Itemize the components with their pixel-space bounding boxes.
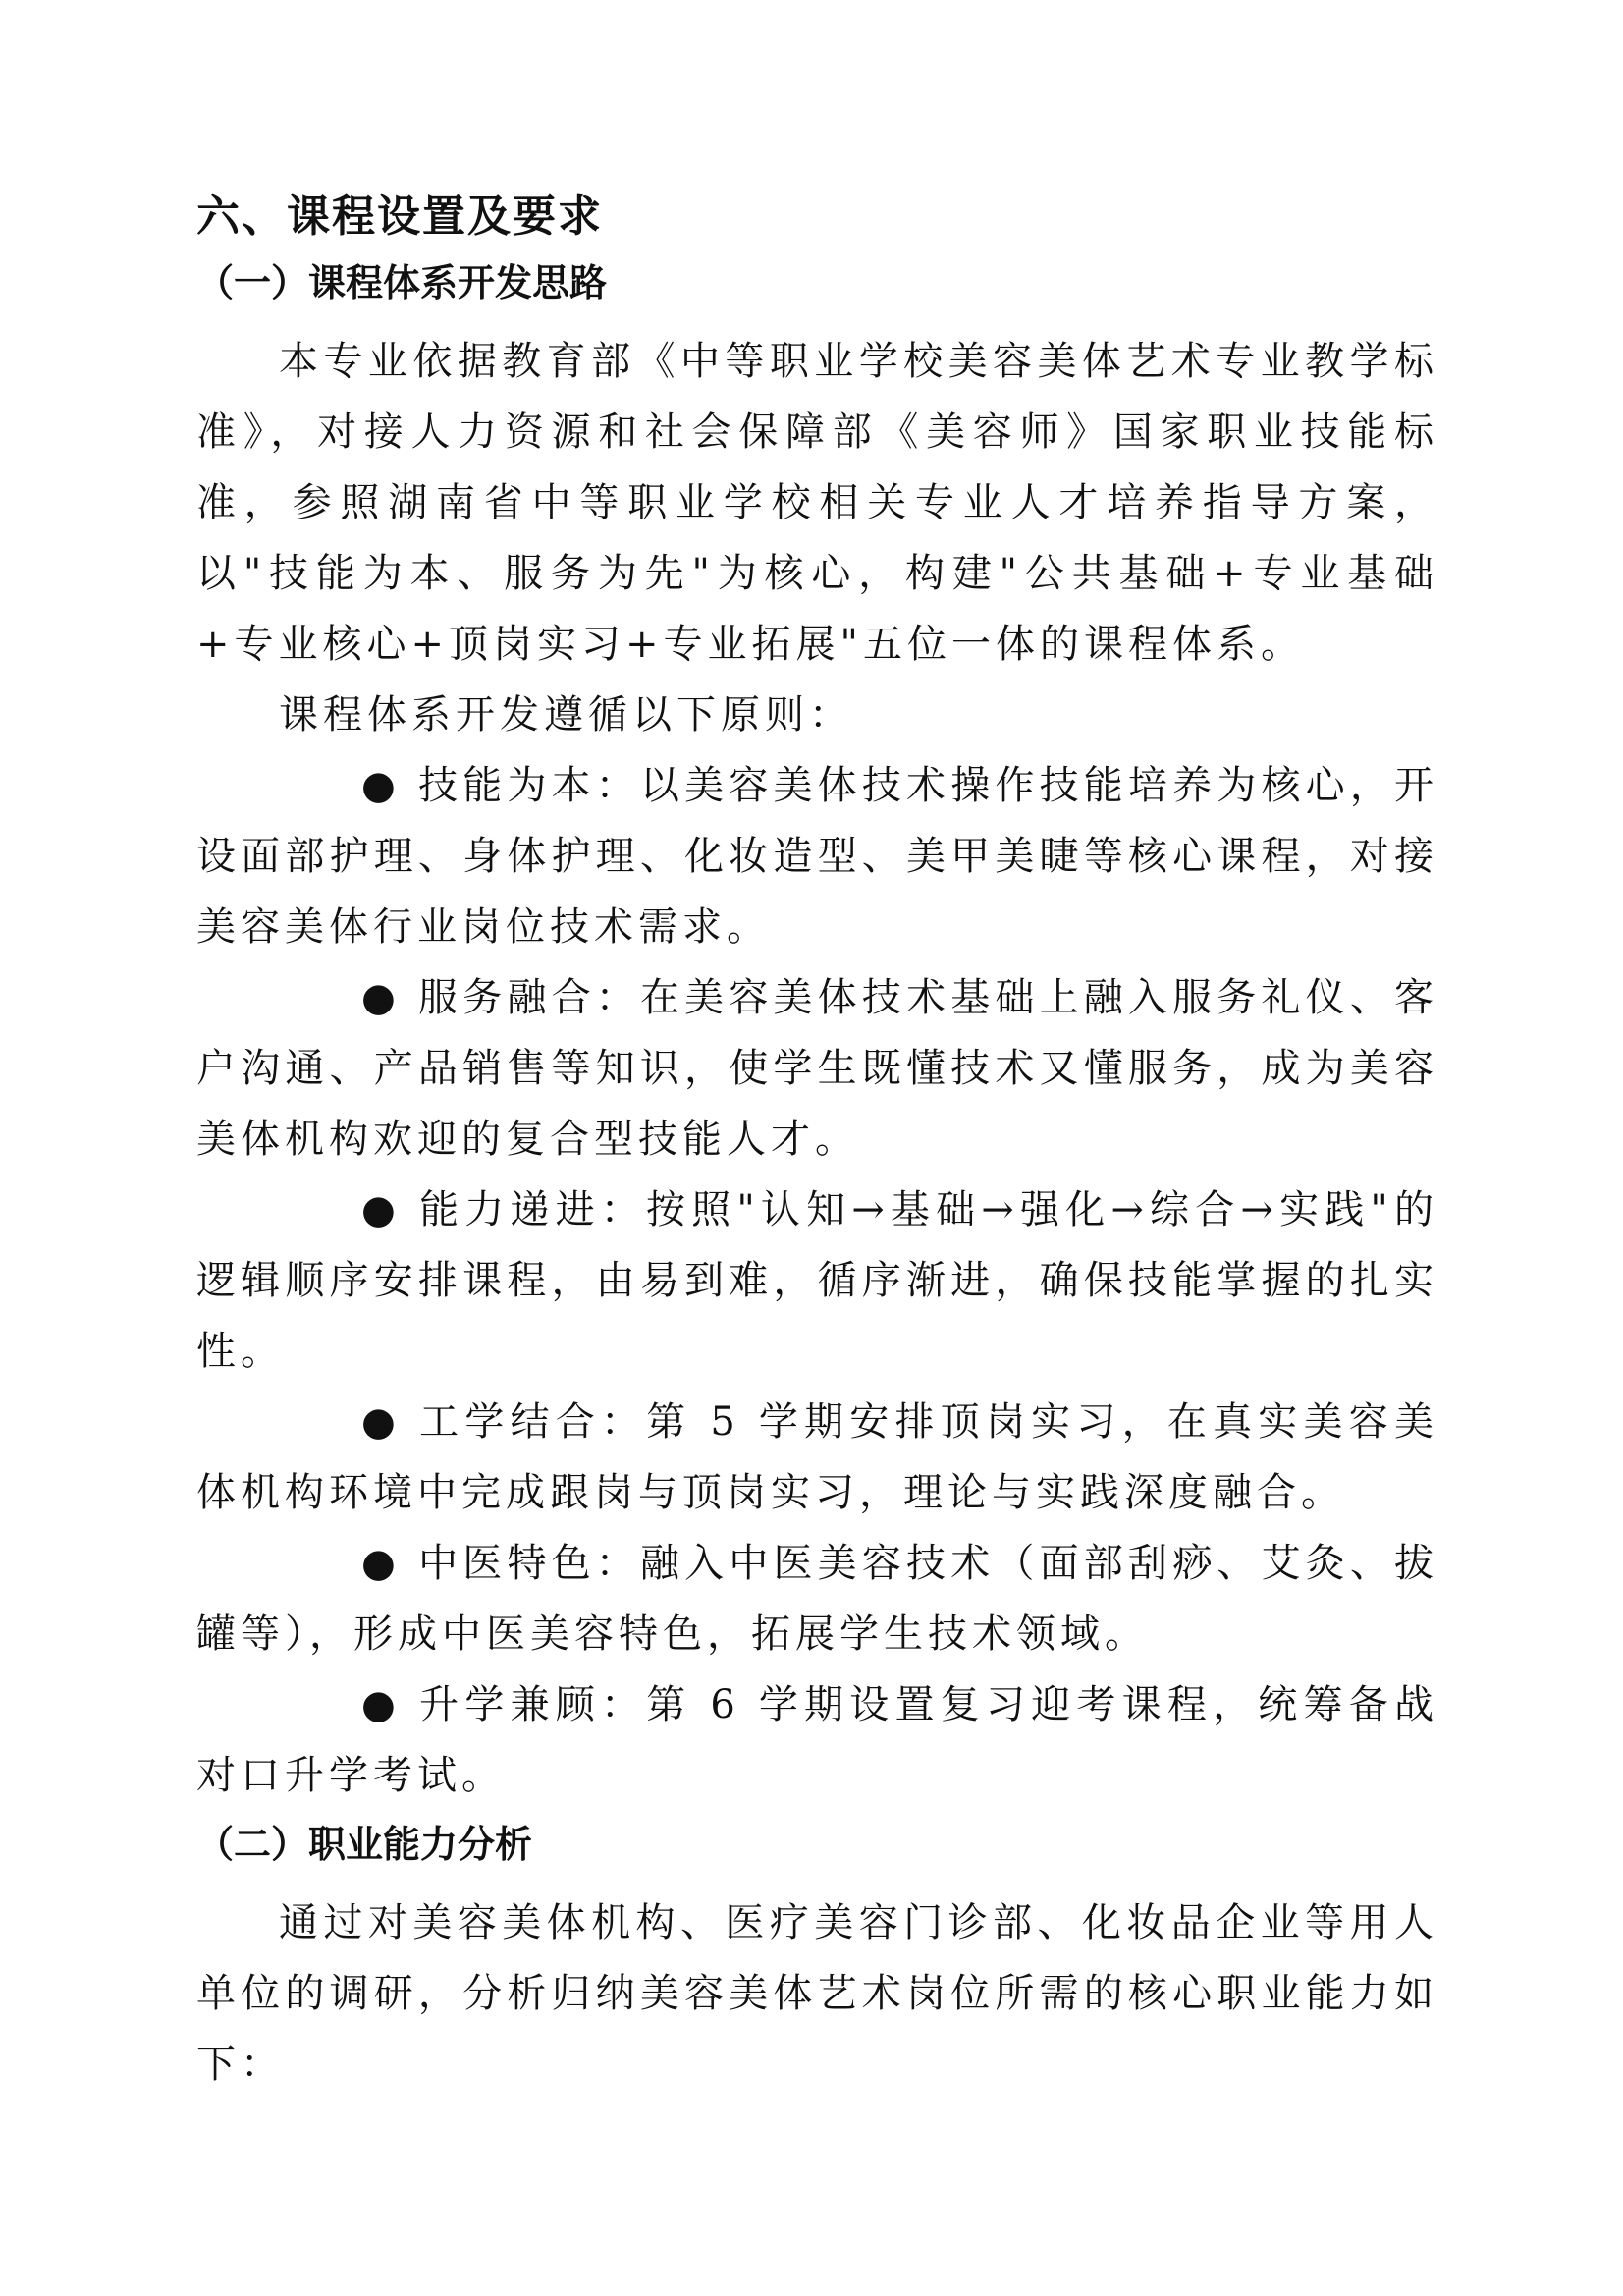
bullet-icon: ● bbox=[361, 975, 401, 1020]
bullet-icon: ● bbox=[361, 1541, 401, 1586]
bullet-icon: ● bbox=[361, 763, 401, 808]
paragraph-ability-intro: 通过对美容美体机构、医疗美容门诊部、化妆品企业等用人单位的调研，分析归纳美容美体艺术岗位所需的核心职业能力如下： bbox=[196, 1900, 1438, 2087]
bullet-item bbox=[196, 750, 1438, 962]
bullet-item bbox=[196, 1528, 1438, 1669]
bullet-text: 中医特色：融入中医美容技术（面部刮痧、艾灸、拔罐等），形成中医美容特色，拓展学生技术领域。 bbox=[196, 1541, 1438, 1657]
section-heading: 六、课程设置及要求 bbox=[196, 191, 603, 242]
bullet-icon: ● bbox=[361, 1187, 401, 1232]
bullet-icon: ● bbox=[361, 1682, 401, 1727]
bullet-text: 技能为本：以美容美体技术操作技能培养为核心，开设面部护理、身体护理、化妆造型、美甲美睫等核心课程，对接美容美体行业岗位技术需求。 bbox=[196, 763, 1438, 950]
subsection-heading-2: （二）职业能力分析 bbox=[196, 1823, 533, 1866]
document-body bbox=[196, 187, 1438, 2100]
bullet-icon: ● bbox=[361, 1399, 401, 1445]
paragraph-intro: 本专业依据教育部《中等职业学校美容美体艺术专业教学标准》，对接人力资源和社会保障部《美容师》国家职业技能标准，参照湖南省中等职业学校相关专业人才培养指导方案，以"技能为本、服务为先"为核心，构建"公共基础+专业基础+专业核心+顶岗实习+专业拓展"五位一体的课程体系。 bbox=[196, 339, 1438, 667]
bullet-item bbox=[196, 962, 1438, 1175]
bullet-text: 升学兼顾：第 6 学期设置复习迎考课程，统筹备战对口升学考试。 bbox=[196, 1682, 1438, 1798]
bullet-text: 能力递进：按照"认知→基础→强化→综合→实践"的逻辑顺序安排课程，由易到难，循序渐进，确保技能掌握的扎实性。 bbox=[196, 1187, 1438, 1374]
bullet-item bbox=[196, 1387, 1438, 1528]
bullet-text: 服务融合：在美容美体技术基础上融入服务礼仪、客户沟通、产品销售等知识，使学生既懂技术又懂服务，成为美容美体机构欢迎的复合型技能人才。 bbox=[196, 975, 1438, 1162]
bullet-item bbox=[196, 1669, 1438, 1811]
paragraph-principles-lead: 课程体系开发遵循以下原则： bbox=[279, 692, 853, 738]
bullet-item bbox=[196, 1175, 1438, 1387]
subsection-heading-1: （一）课程体系开发思路 bbox=[196, 261, 608, 304]
bullet-text: 工学结合：第 5 学期安排顶岗实习，在真实美容美体机构环境中完成跟岗与顶岗实习，理论与实践深度融合。 bbox=[196, 1399, 1438, 1515]
